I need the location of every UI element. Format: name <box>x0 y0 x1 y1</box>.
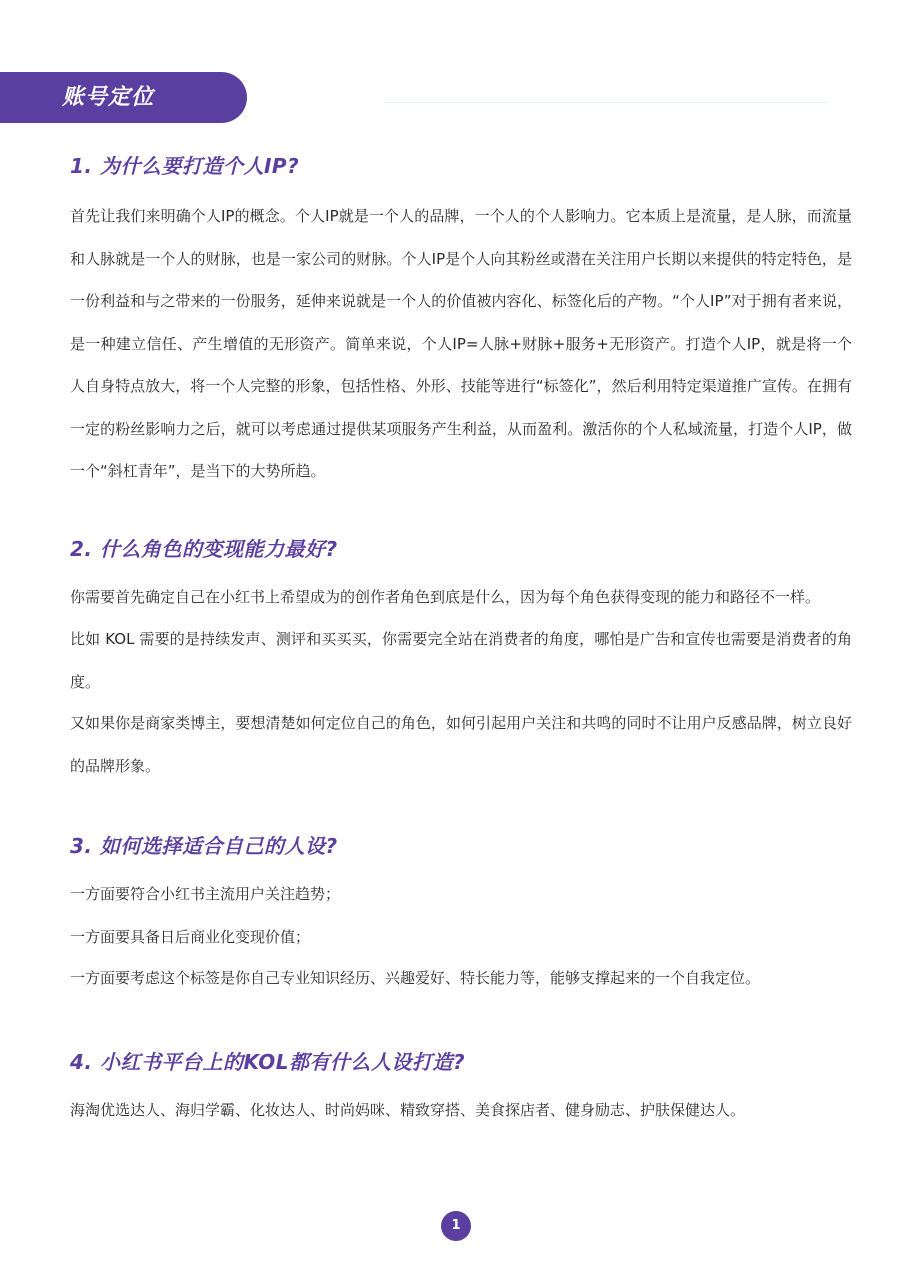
banner-divider <box>384 102 828 103</box>
section-3-line-3: 一方面要考虑这个标签是你自己专业知识经历、兴趣爱好、特长能力等，能够支撑起来的一个自我定位。 <box>70 969 761 987</box>
section-3-line-1: 一方面要符合小红书主流用户关注趋势； <box>70 885 341 903</box>
section-3-heading: 3. 如何选择适合自己的人设? <box>70 834 338 858</box>
section-2-paragraph-1: 你需要首先确定自己在小红书上希望成为的创作者角色到底是什么，因为每个角色获得变现的能力和路径不一样。 <box>70 588 821 606</box>
section-3-line-2: 一方面要具备日后商业化变现价值； <box>70 928 311 946</box>
section-banner <box>0 72 247 123</box>
page-number-badge: 1 <box>441 1211 471 1241</box>
section-2-heading: 2. 什么角色的变现能力最好? <box>70 537 338 561</box>
banner-title: 账号定位 <box>62 85 155 110</box>
section-4-line-1: 海淘优选达人、海归学霸、化妆达人、时尚妈咪、精致穿搭、美食探店者、健身励志、护肤保健达人。 <box>70 1101 746 1119</box>
section-1-paragraph: 首先让我们来明确个人IP的概念。个人IP就是一个人的品牌，一个人的个人影响力。它本质上是流量，是人脉，而流量和人脉就是一个人的财脉，也是一家公司的财脉。个人IP是个人向其粉丝或潜在关注用户长期以来提供的特定特色，是一份利益和与之带来的一份服务，延伸来说就是一个人的价值被内容化、标签化后的产物。“个人IP”对于拥有者来说，是一种建立信任、产生增值的无形资产。简单来说，个人IP=人脉+财脉+服务+无形资产。打造个人IP，就是将一个人自身特点放大，将一个人完整的形象，包括性格、外形、技能等进行“标签化”，然后利用特定渠道推广宣传。在拥有一定的粉丝影响力之后，就可以考虑通过提供某项服务产生利益，从而盈利。激活你的个人私域流量，打造个人IP，做一个“斜杠青年”，是当下的大势所趋。 <box>70 207 852 480</box>
section-4-heading: 4. 小红书平台上的KOL都有什么人设打造? <box>70 1050 466 1074</box>
section-1-heading: 1. 为什么要打造个人IP? <box>70 154 300 178</box>
section-2-paragraph-2: 比如 KOL 需要的是持续发声、测评和买买买，你需要完全站在消费者的角度，哪怕是广告和宣传也需要是消费者的角度。 <box>70 630 852 691</box>
section-2-paragraph-3: 又如果你是商家类博主，要想清楚如何定位自己的角色，如何引起用户关注和共鸣的同时不让用户反感品牌，树立良好的品牌形象。 <box>70 714 852 775</box>
